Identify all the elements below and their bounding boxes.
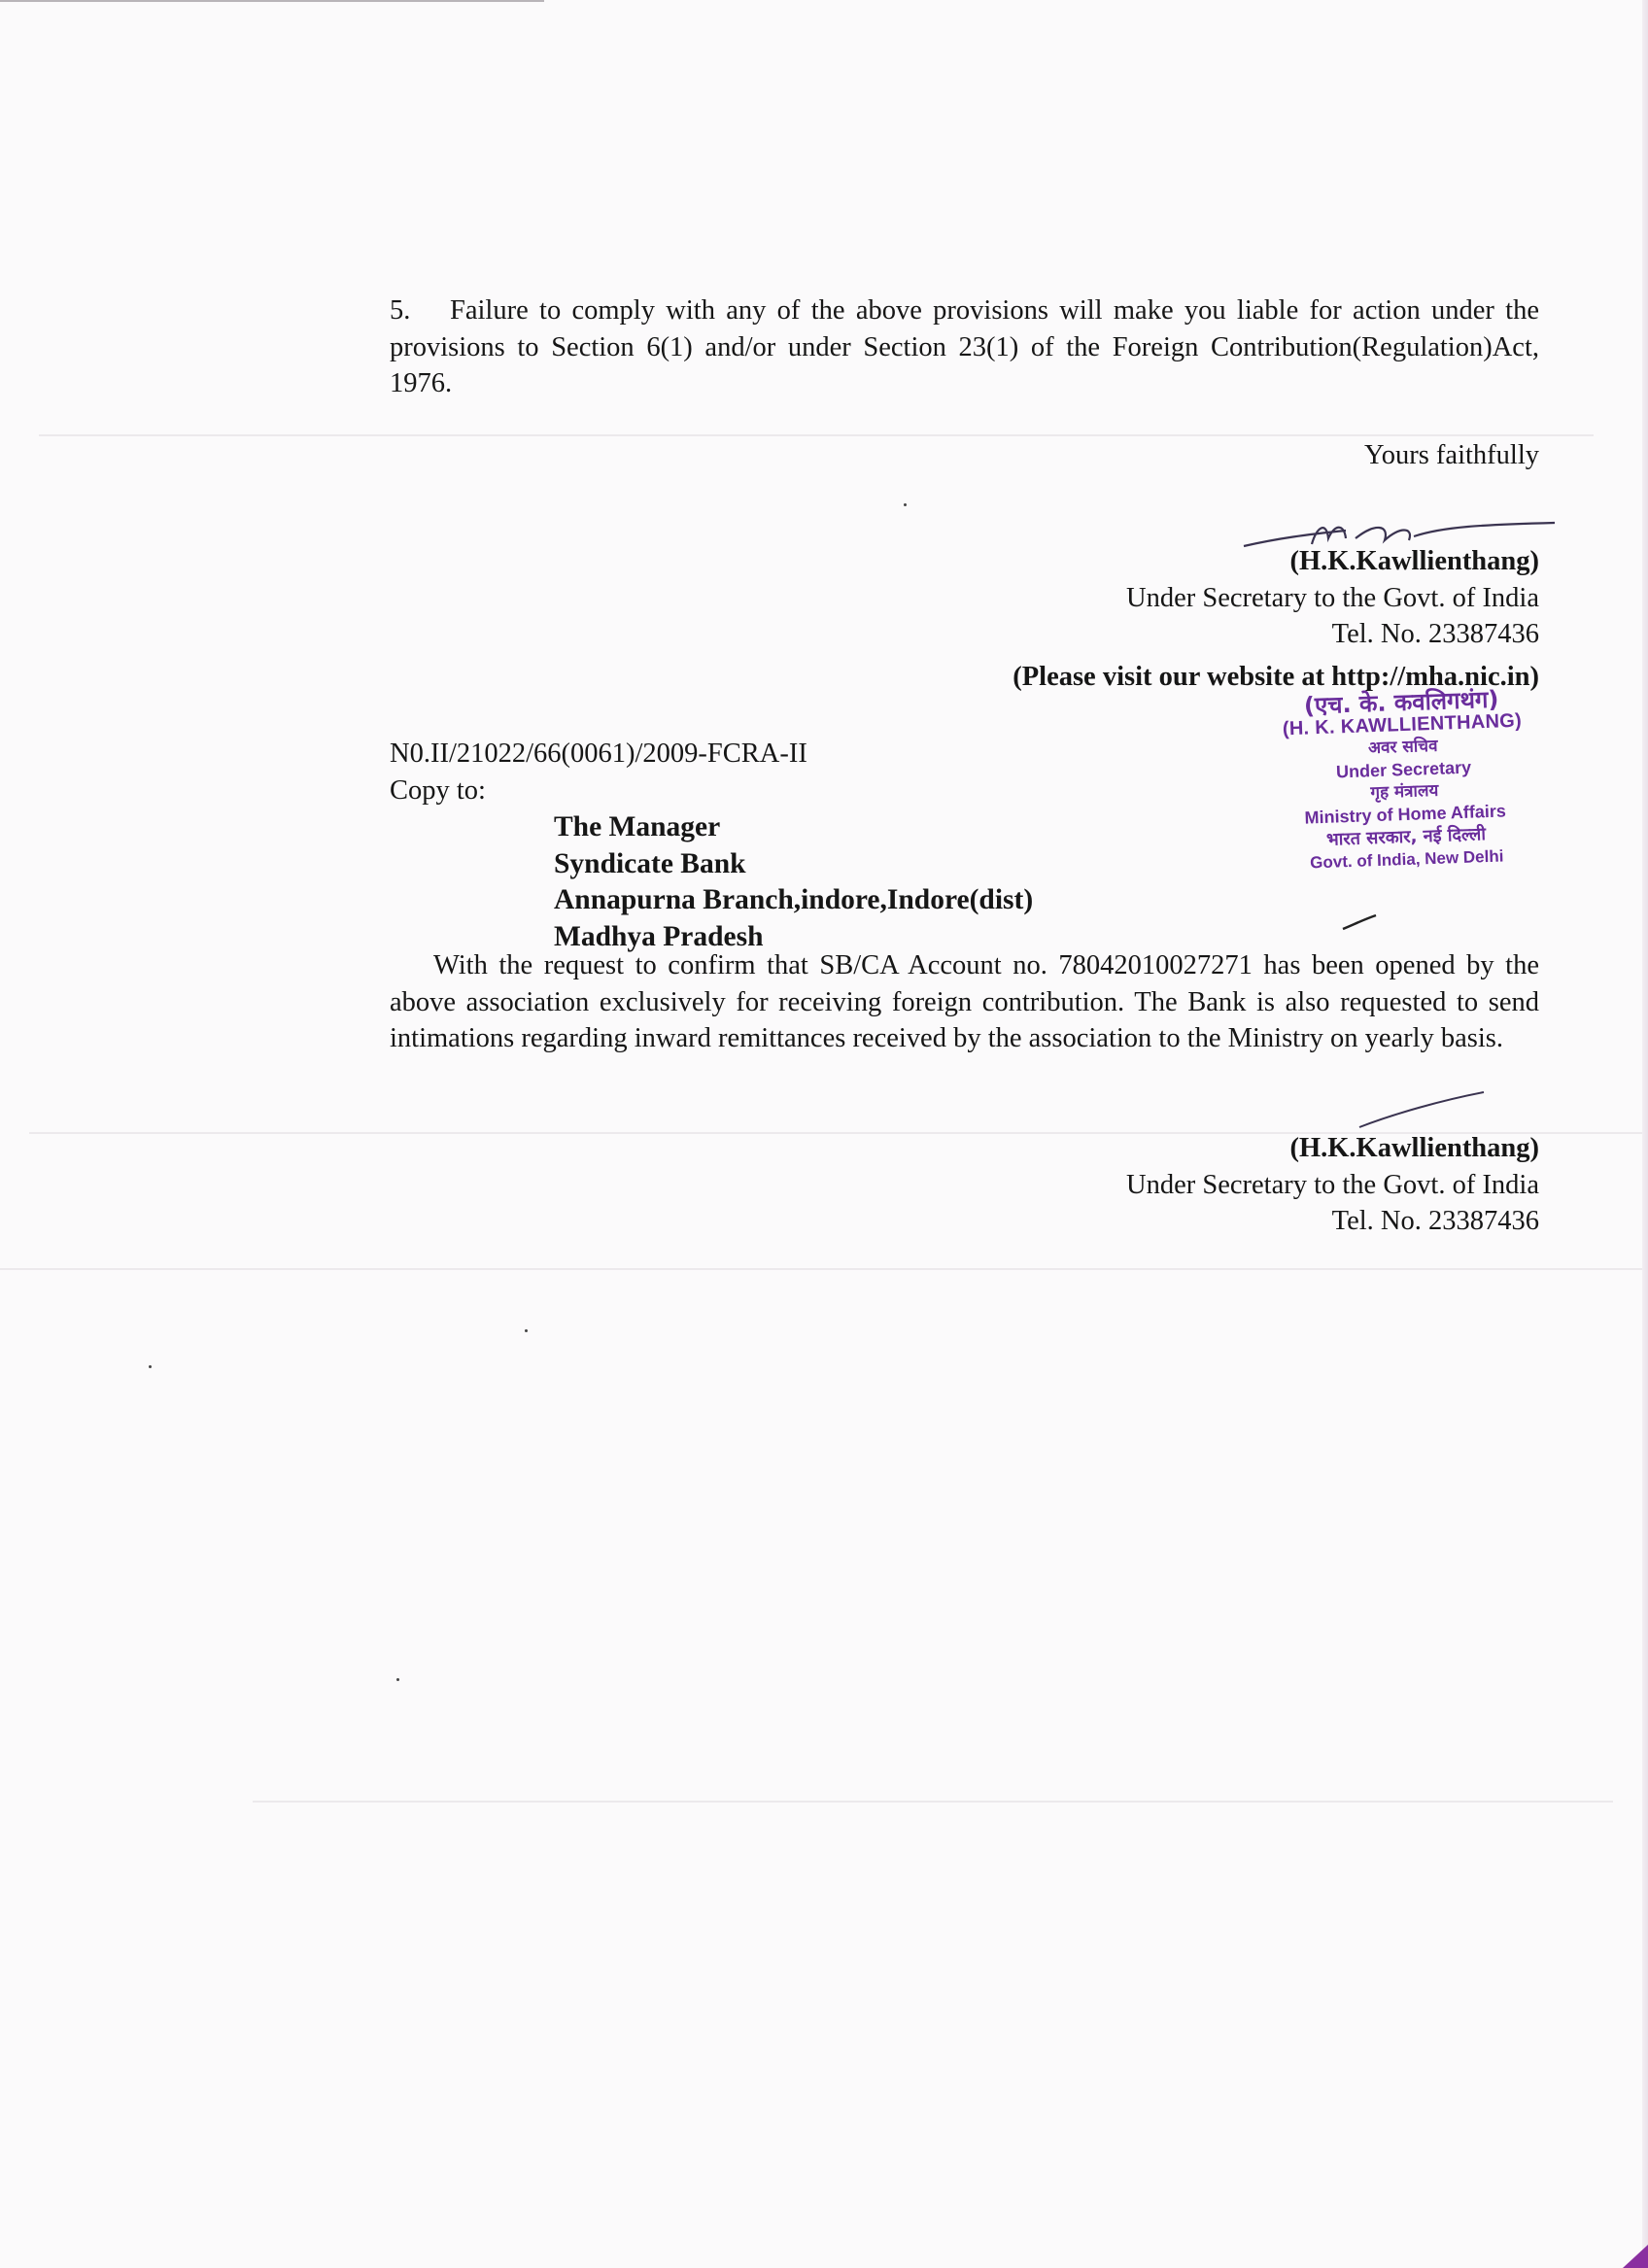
copy-to-label: Copy to:	[390, 775, 486, 806]
tick-mark	[1341, 913, 1380, 933]
signatory-block-bottom	[1126, 1130, 1539, 1240]
signature-bottom	[1356, 1088, 1492, 1131]
stamp-line: गृह मंत्रालय	[1370, 780, 1439, 804]
paragraph-5-text: Failure to comply with any of the above provisions will make you liable for action under the provisions to Section 6(1) and/or under Section 23(1) of the Foreign Contribution(Regulation)Act, 1976.	[390, 295, 1539, 398]
scan-fold-line	[39, 434, 1594, 436]
scan-fold-line	[0, 1268, 1642, 1270]
corner-ink-mark	[1623, 2245, 1648, 2268]
website-note: (Please visit our website at http://mha.nic.in)	[1013, 662, 1539, 692]
stamp-line: (एच. के. कवलिगथंग)	[1303, 685, 1499, 720]
signatory-tel: Tel. No. 23387436	[1331, 619, 1539, 649]
reference-number: N0.II/21022/66(0061)/2009-FCRA-II	[390, 739, 807, 769]
scan-fold-line	[253, 1801, 1613, 1803]
scan-speck	[525, 1329, 528, 1332]
address-line: Syndicate Bank	[554, 847, 746, 879]
stamp-line: Under Secretary	[1335, 757, 1472, 782]
stamp-line: Ministry of Home Affairs	[1304, 801, 1507, 828]
request-paragraph: With the request to confirm that SB/CA Account no. 78042010027271 has been opened by the above association exclusively for receiving foreign contribution. The Bank is also requested to send intimations regarding inward remittances received by the association to the Ministry on yearly basis.	[390, 950, 1539, 1053]
scan-right-edge	[1642, 0, 1648, 2268]
signatory-designation: Under Secretary to the Govt. of India	[1126, 1169, 1539, 1200]
scan-speck	[904, 503, 907, 506]
closing-salutation: Yours faithfully	[1364, 440, 1539, 470]
scan-speck	[149, 1365, 152, 1368]
scan-speck	[396, 1678, 399, 1681]
signatory-name: (H.K.Kawllienthang)	[1289, 546, 1539, 576]
signatory-designation: Under Secretary to the Govt. of India	[1126, 582, 1539, 613]
address-line: The Manager	[554, 811, 721, 842]
stamp-line: अवर सचिव	[1367, 736, 1438, 759]
stamp-line: भारत सरकार, नई दिल्ली	[1325, 824, 1487, 850]
signatory-name: (H.K.Kawllienthang)	[1289, 1133, 1539, 1163]
recipient-address	[554, 809, 1033, 955]
scan-top-line	[0, 0, 544, 2]
official-stamp	[1260, 687, 1548, 876]
stamp-line: (H. K. KAWLLIENTHANG)	[1282, 709, 1523, 740]
paragraph-number: 5.	[390, 295, 411, 326]
signatory-tel: Tel. No. 23387436	[1331, 1206, 1539, 1236]
address-line: Madhya Pradesh	[554, 920, 764, 952]
address-line: Annapurna Branch,indore,Indore(dist)	[554, 884, 1034, 915]
paragraph-5	[390, 292, 1539, 402]
signatory-block-top	[1126, 543, 1539, 653]
stamp-line: Govt. of India, New Delhi	[1309, 846, 1504, 873]
